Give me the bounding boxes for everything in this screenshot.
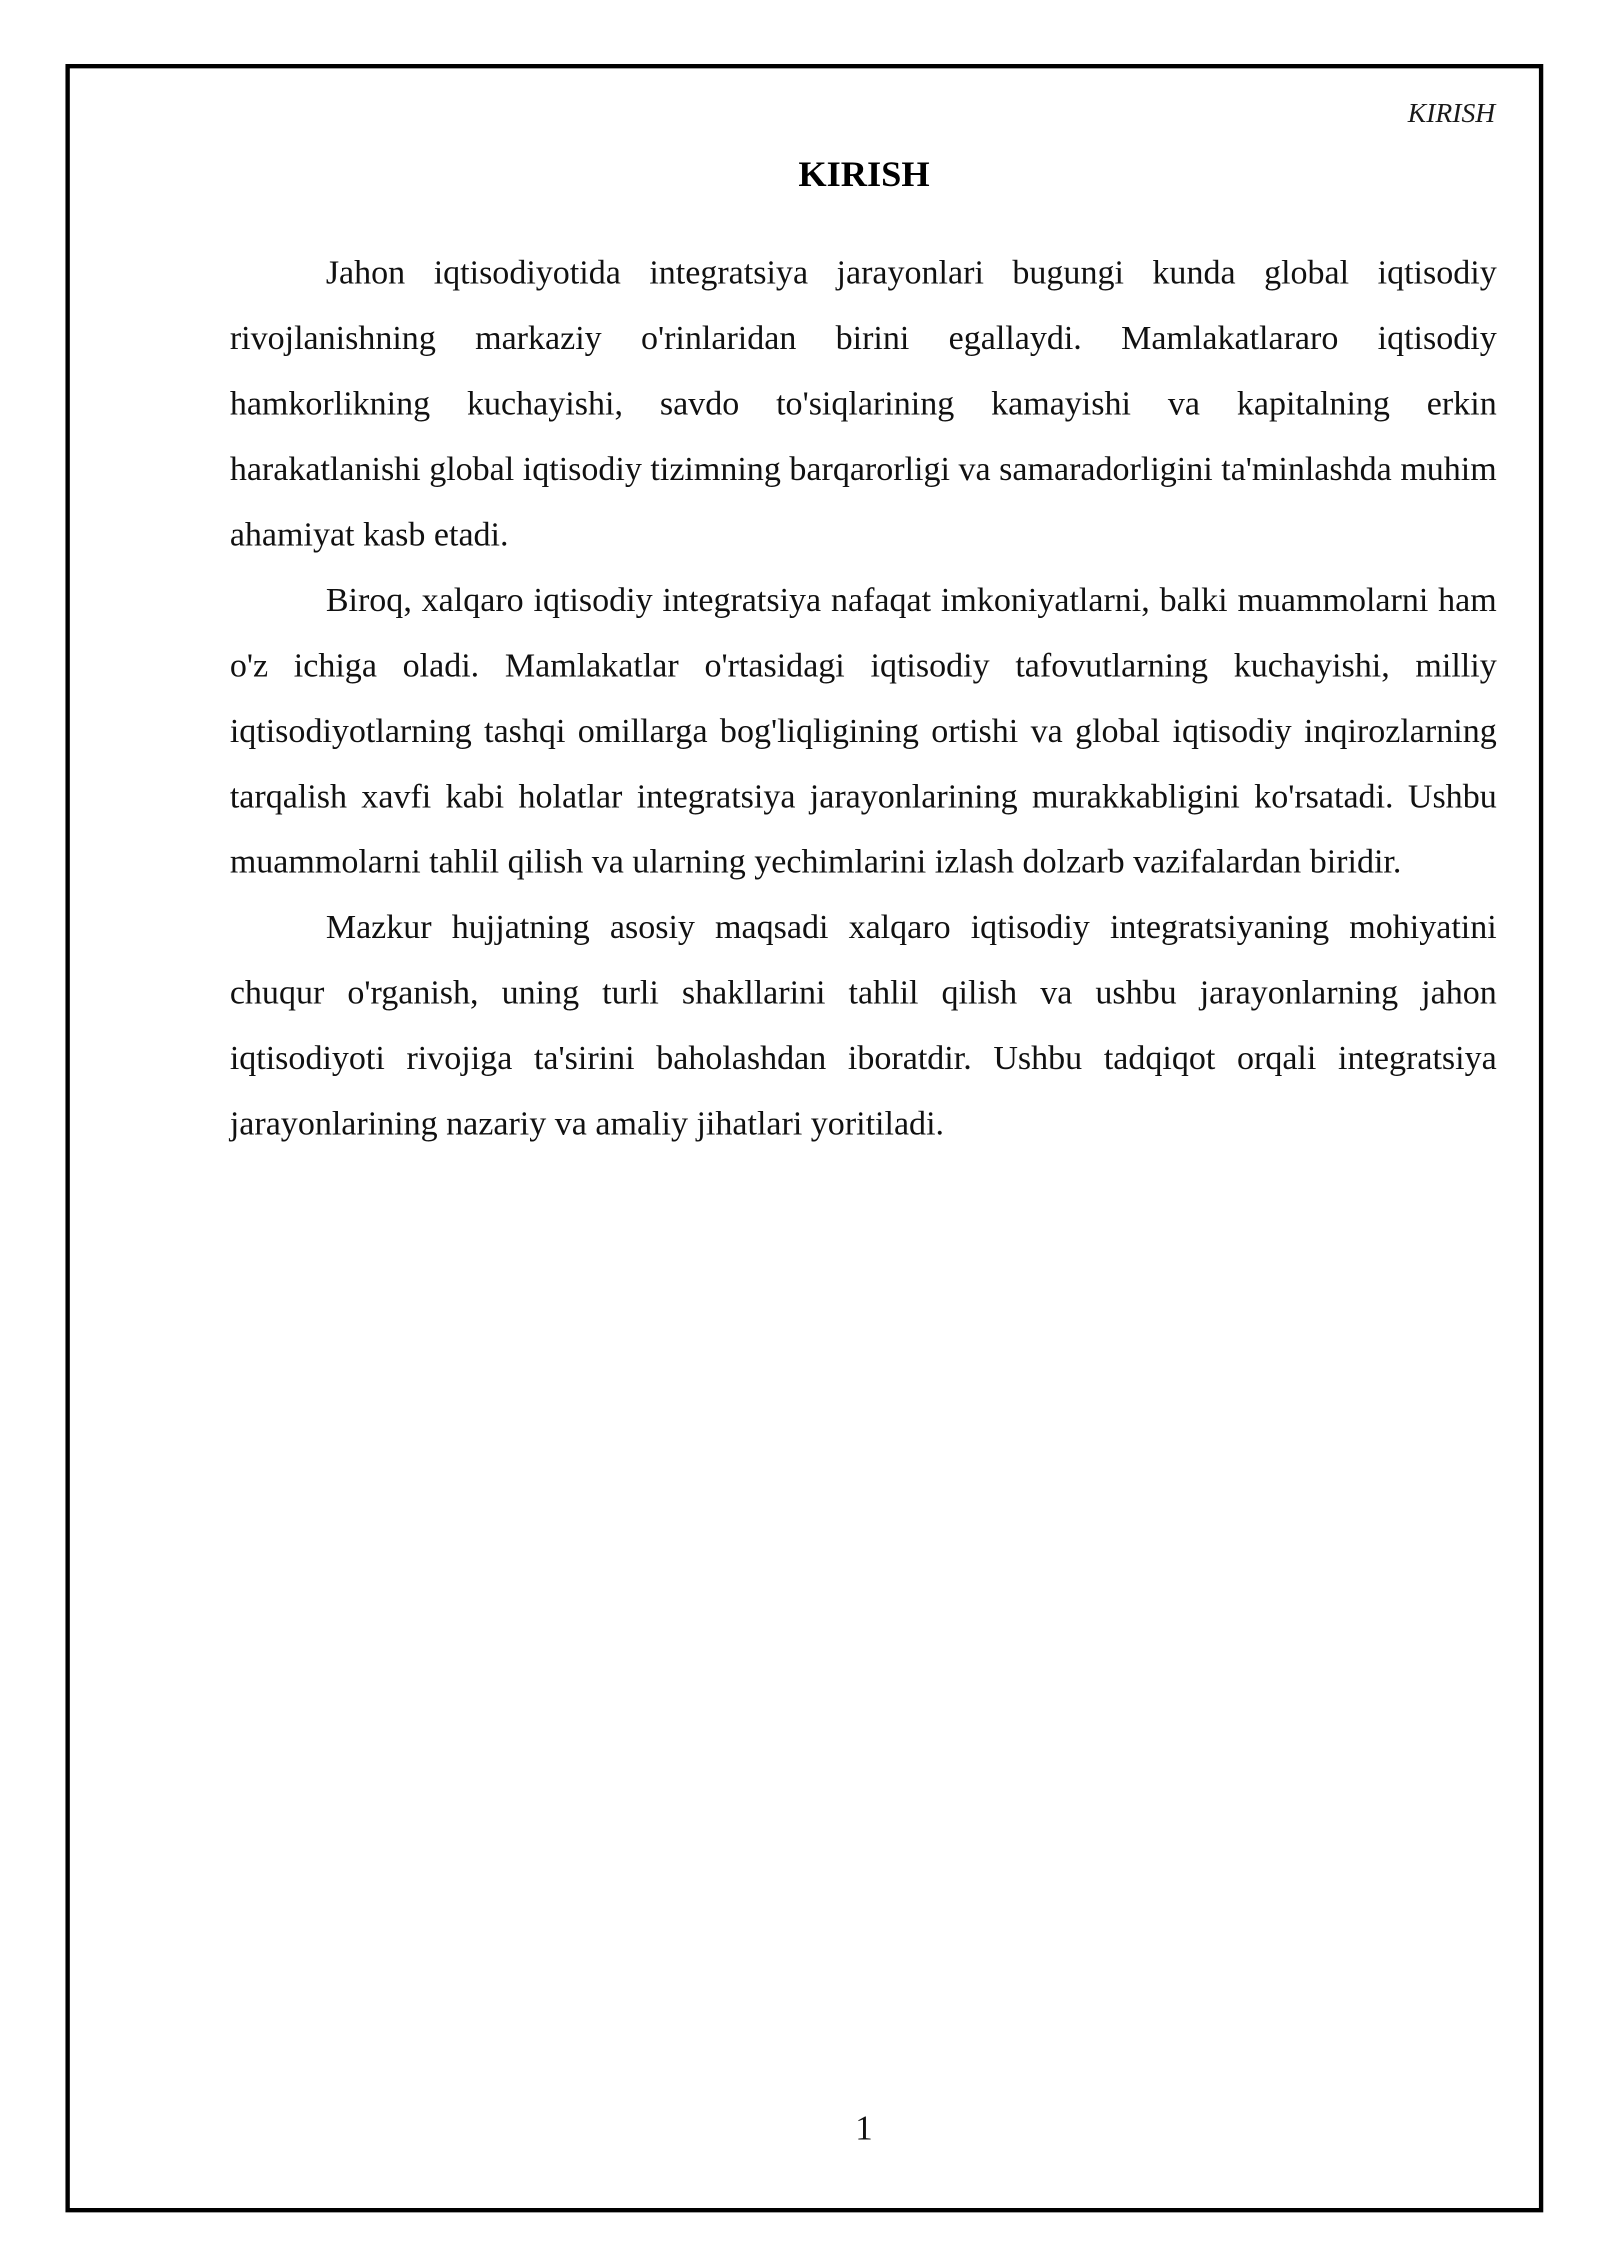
page-number: 1 (855, 2110, 873, 2149)
paragraph: Biroq, xalqaro iqtisodiy integratsiya nafaqat imkoniyatlarni, balki muammolarni ham o'z ichiga oladi. Mamlakatlar o'rtasidagi iqtisodiy tafovutlarning kuchayishi, milliy iqtisodiyotlarning tashqi omillarga bog'liqligining ortishi va global iqtisodiy inqirozlarning tarqalish xavfi kabi holatlar integratsiya jarayonlarining murakkabligini ko'rsatadi. Ushbu muammolarni tahlil qilish va ularning yechimlarini izlash dolzarb vazifalardan biridir. (229, 581, 1497, 882)
body-text (230, 241, 1497, 1157)
running-header: KIRISH (1407, 98, 1496, 130)
paragraph: Mazkur hujjatning asosiy maqsadi xalqaro iqtisodiy integratsiyaning mohiyatini chuqur o'rganish, uning turli shakllarini tahlil qilish va ushbu jarayonlarning jahon iqtisodiyoti rivojiga ta'sirini baholashdan iboratdir. Ushbu tadqiqot orqali integratsiya jarayonlarining nazariy va amaliy jihatlari yoritiladi. (229, 909, 1497, 1144)
page-title: KIRISH (798, 155, 930, 195)
paragraph: Jahon iqtisodiyotida integratsiya jarayonlari bugungi kunda global iqtisodiy rivojlanishning markaziy o'rinlaridan birini egallaydi. Mamlakatlararo iqtisodiy hamkorlikning kuchayishi, savdo to'siqlarining kamayishi va kapitalning erkin harakatlanishi global iqtisodiy tizimning barqarorligi va samaradorligini ta'minlashda muhim ahamiyat kasb etadi. (229, 254, 1497, 555)
